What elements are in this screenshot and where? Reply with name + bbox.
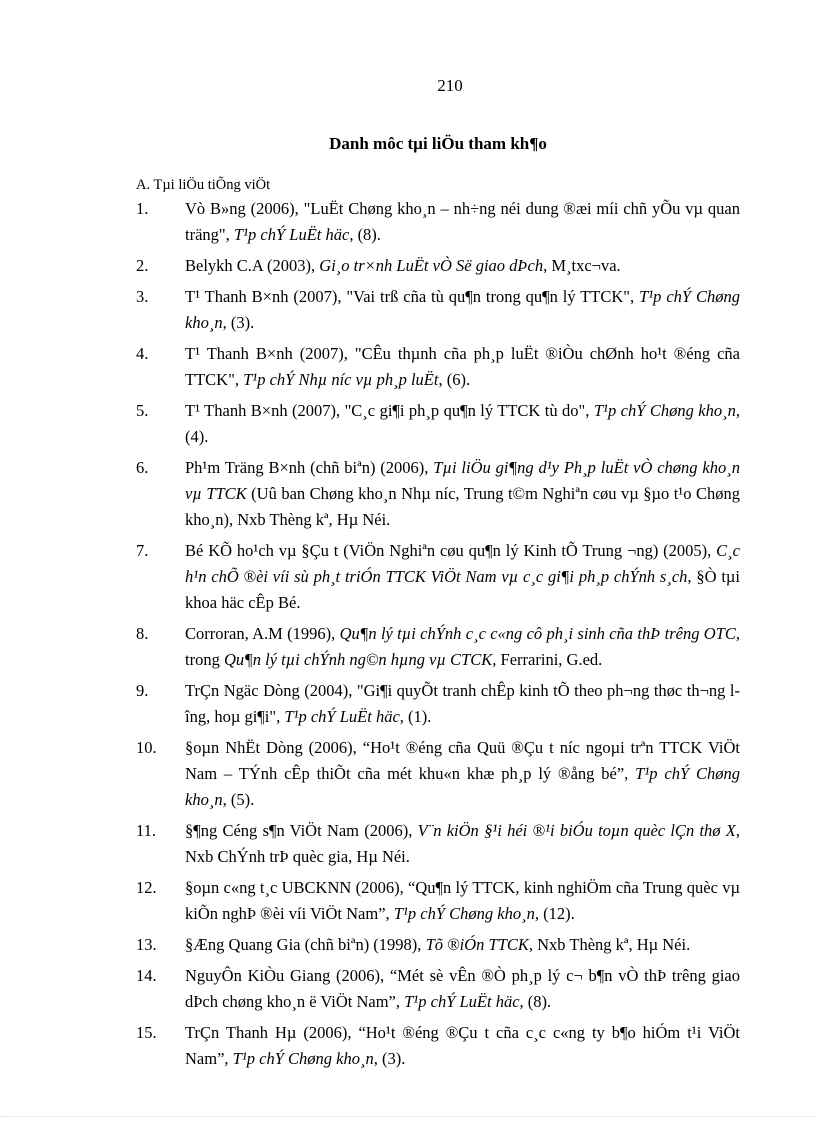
reference-number: 8.	[136, 624, 149, 643]
reference-text	[161, 875, 740, 927]
reference-italic-segment: T¹p chÝ LuËt häc	[404, 992, 520, 1011]
page-number: 210	[437, 76, 463, 95]
reference-italic-segment: T¹p chÝ Chøng kho¸n	[185, 287, 740, 332]
reference-text	[161, 963, 740, 1015]
reference-segment: , (5).	[222, 790, 255, 809]
section-heading: A. Tµi liÖu tiÕng viÖt	[136, 177, 271, 193]
reference-number: 12.	[136, 878, 157, 897]
reference-segment: §Æng Quang Gia (chñ biªn) (1998),	[185, 935, 426, 954]
reference-number: 7.	[136, 541, 149, 560]
reference-italic-segment: Qu¶n lý tµi chÝnh ng©n hµng vµ CTCK	[223, 650, 493, 669]
reference-italic-segment: T¹p chÝ Nhµ níc vµ ph¸p luËt	[243, 370, 439, 389]
reference-segment: (Uû ban Chøng kho¸n Nhµ níc, Trung t©m Nghiªn cøu vµ §µo t¹o Chøng kho¸n), Nxb Thèng kª, Hµ Néi.	[185, 484, 740, 529]
reference-segment: , (3).	[222, 313, 255, 332]
reference-number: 2.	[136, 256, 149, 275]
reference-number: 5.	[136, 401, 149, 420]
reference-text	[161, 253, 740, 279]
reference-italic-segment: T¹p chÝ Chøng kho¸n,	[393, 904, 539, 923]
reference-italic-segment: T¹p chÝ Chøng kho¸n	[593, 401, 736, 420]
reference-number: 11.	[136, 821, 157, 840]
reference-segment: , Nxb ChÝnh trÞ quèc gia, Hµ Néi.	[185, 821, 740, 866]
reference-text	[161, 341, 740, 393]
reference-segment: §oµn NhËt Dòng (2006), “Ho¹t ®éng cña Quü ®Çu t níc ngoµi trªn TTCK ViÖt Nam – TÝnh cÊp thiÕt cña mét khu«n khæ ph¸p lý ®ång bé”,	[185, 738, 740, 783]
reference-item	[0, 455, 816, 533]
reference-segment: TrÇn Thanh Hµ (2006), “Ho¹t ®éng ®Çu t cña c¸c c«ng ty b¶o hiÓm t¹i ViÖt Nam”,	[185, 1023, 740, 1068]
reference-italic-segment: T¹p chÝ LuËt häc	[233, 225, 350, 244]
reference-item	[0, 398, 816, 450]
reference-italic-segment: T¹p chÝ LuËt häc	[284, 707, 400, 726]
reference-item	[0, 196, 816, 248]
reference-list	[0, 196, 816, 1077]
reference-number: 6.	[136, 458, 149, 477]
reference-segment: , (1).	[399, 707, 432, 726]
page-title: Danh môc tµi liÖu tham kh¶o	[329, 134, 547, 153]
reference-item	[0, 341, 816, 393]
reference-text	[161, 538, 740, 616]
reference-item	[0, 875, 816, 927]
reference-text	[161, 455, 740, 533]
reference-segment: TrÇn Ngäc Dòng (2004), "Gi¶i quyÕt tranh chÊp kinh tÕ theo ph¬ng thøc th¬ng lîng, hoµ gi¶i",	[185, 681, 740, 726]
reference-segment: , (3).	[373, 1049, 406, 1068]
reference-italic-segment: T¹p chÝ Chøng kho¸n	[185, 764, 740, 809]
reference-italic-segment: Qu¶n lý tµi chÝnh c¸c c«ng cô ph¸i sinh cña thÞ trêng OTC	[339, 624, 736, 643]
reference-item	[0, 963, 816, 1015]
reference-segment: , (8).	[519, 992, 552, 1011]
reference-italic-segment: C¸c h¹n chÕ ®èi víi sù ph¸t triÓn TTCK ViÖt Nam vµ c¸c gi¶i ph¸p chÝnh s¸ch	[185, 541, 740, 586]
reference-number: 15.	[136, 1023, 157, 1042]
reference-item	[0, 1020, 816, 1072]
reference-segment: NguyÔn KiÒu Giang (2006), “Mét sè vÊn ®Ò ph¸p lý c¬ b¶n vÒ thÞ trêng giao dÞch chøng kho¸n ë ViÖt Nam”,	[185, 966, 740, 1011]
reference-segment: T¹ Thanh B×nh (2007), "C¸c gi¶i ph¸p qu¶n lý TTCK tù do",	[185, 401, 594, 420]
reference-segment: , Ferrarini, G.ed.	[492, 650, 603, 669]
reference-text	[161, 621, 740, 673]
reference-segment: T¹ Thanh B×nh (2007), "Vai trß cña tù qu¶n trong qu¶n lý TTCK",	[185, 287, 640, 306]
reference-text	[161, 932, 740, 958]
reference-segment: , Nxb Thèng kª, Hµ Néi.	[528, 935, 691, 954]
reference-number: 3.	[136, 287, 149, 306]
reference-italic-segment: T¹p chÝ Chøng kho¸n	[232, 1049, 374, 1068]
reference-item	[0, 678, 816, 730]
reference-segment: Belykh C.A (2003),	[185, 256, 320, 275]
reference-number: 1.	[136, 199, 149, 218]
reference-segment: §oµn c«ng t¸c UBCKNN (2006), “Qu¶n lý TTCK, kinh nghiÖm cña Trung quèc vµ kiÕn nghÞ ®èi víi ViÖt Nam”,	[185, 878, 740, 923]
reference-segment: Vò B»ng (2006), "LuËt Chøng kho¸n – nh÷ng néi dung ®æi míi chñ yÕu vµ quan träng",	[185, 199, 740, 244]
reference-item	[0, 284, 816, 336]
reference-text	[161, 1020, 740, 1072]
reference-segment: Corroran, A.M (1996),	[185, 624, 340, 643]
reference-item	[0, 932, 816, 958]
reference-italic-segment: Tµi liÖu gi¶ng d¹y Ph¸p luËt vÒ chøng kho¸n vµ TTCK	[185, 458, 740, 503]
reference-item	[0, 735, 816, 813]
reference-segment: , (4).	[185, 401, 740, 446]
reference-italic-segment: Gi¸o tr×nh LuËt vÒ Së giao dÞch	[319, 256, 544, 275]
reference-text	[161, 398, 740, 450]
reference-segment: , (6).	[438, 370, 471, 389]
reference-segment: Ph¹m Träng B×nh (chñ biªn) (2006),	[185, 458, 434, 477]
reference-number: 14.	[136, 966, 157, 985]
reference-segment: , trong	[185, 624, 740, 669]
reference-item	[0, 538, 816, 616]
reference-text	[161, 196, 740, 248]
reference-text	[161, 818, 740, 870]
reference-segment: , (8).	[349, 225, 381, 244]
reference-italic-segment: V¨n kiÖn §¹i héi ®¹i biÓu toµn quèc lÇn thø X	[417, 821, 736, 840]
reference-text	[161, 735, 740, 813]
reference-segment: , §Ò tµi khoa häc cÊp Bé.	[185, 567, 740, 612]
reference-text	[161, 284, 740, 336]
reference-segment: Bé KÕ ho¹ch vµ §Çu t (ViÖn Nghiªn cøu qu¶n lý Kinh tÕ Trung ¬ng) (2005),	[185, 541, 717, 560]
page-bottom-divider	[0, 1116, 816, 1117]
reference-number: 9.	[136, 681, 149, 700]
reference-number: 13.	[136, 935, 157, 954]
reference-italic-segment: Tõ ®iÓn TTCK	[425, 935, 529, 954]
reference-number: 4.	[136, 344, 149, 363]
reference-segment: (12).	[538, 904, 575, 923]
reference-item	[0, 253, 816, 279]
reference-segment: , M¸txc¬va.	[543, 256, 621, 275]
reference-segment: T¹ Thanh B×nh (2007), "CÊu thµnh cña ph¸p luËt ®iÒu chØnh ho¹t ®éng cña TTCK",	[185, 344, 740, 389]
reference-item	[0, 621, 816, 673]
reference-segment: §¶ng Céng s¶n ViÖt Nam (2006),	[185, 821, 418, 840]
reference-number: 10.	[136, 738, 157, 757]
reference-item	[0, 818, 816, 870]
reference-text	[161, 678, 740, 730]
